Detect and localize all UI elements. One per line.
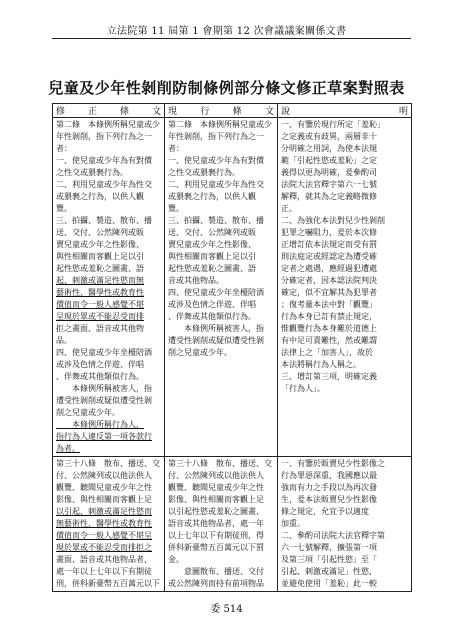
comparison-table xyxy=(52,103,412,592)
text-line: 第三十八條 散布、播送、交 xyxy=(56,459,160,468)
text-line: 、伴舞或其他類似行為。 xyxy=(168,312,256,321)
header-divider xyxy=(52,38,411,39)
text-line: 一、有鑒於現行所定「羞恥」 xyxy=(281,120,385,129)
text-line: ；復考量本法中對「觀覽」 xyxy=(281,300,377,309)
text-line: 覽。 xyxy=(56,204,72,213)
column-header-char: 正 xyxy=(87,107,97,117)
text-line: 起性慾或羞恥之圖畫、語 xyxy=(168,264,256,273)
column-header-char: 行 xyxy=(200,107,210,117)
text-line: 正增訂依本法規定而受有罰 xyxy=(281,240,377,249)
column-header-char: 說 xyxy=(281,107,291,117)
text-line: 語音或其他物品者，處一年 xyxy=(168,519,264,528)
column-header-char: 條 xyxy=(232,107,242,117)
text-line: 本條例所稱被害人，指 xyxy=(56,384,152,393)
text-line: 者： xyxy=(168,144,184,153)
text-line: 現於眾或不能忍受而排拒之 xyxy=(56,543,152,552)
page-number: 委 514 xyxy=(210,604,243,615)
text-line: 年性剝削，指下列行為之一 xyxy=(56,132,152,141)
text-line: 以引起、刺激或滿足性慾而 xyxy=(56,507,152,516)
text-line: 或公然陳列而持有前項物品 xyxy=(168,579,264,588)
text-line: 範「引起性慾或羞恥」之定 xyxy=(281,156,377,165)
text-line: 犯罪之嚇阻力，爰於本次修 xyxy=(281,228,377,237)
text-line: 覽。 xyxy=(168,204,184,213)
text-line: 、伴舞或其他類似行為。 xyxy=(56,372,144,381)
text-line: 指行為人違反第一項各款行 xyxy=(56,432,152,441)
text-line: 遭受性剝削或疑似遭受性剝 xyxy=(168,336,264,345)
text-line: 送、交付、公然陳列或販 xyxy=(168,228,256,237)
text-line: 或猥褻之行為，以供人觀 xyxy=(168,192,256,201)
text-line: 影像、與性相關而客觀上足 xyxy=(56,495,152,504)
table-header-row xyxy=(53,104,412,118)
text-line: 與性相關而客觀上足以引 xyxy=(56,252,144,261)
text-line: 解釋，就其為之定義略微修 xyxy=(281,192,377,201)
text-line: 或涉及色情之伴遊、伴唱 xyxy=(168,300,256,309)
text-line: 一、使兒童或少年為有對價 xyxy=(168,156,264,165)
column-header-char: 明 xyxy=(398,107,408,117)
text-line: 本條例所稱被害人，指 xyxy=(168,324,264,333)
text-line: 削之兒童或少年。 xyxy=(56,408,120,417)
text-line: 年性剝削，指下列行為之一 xyxy=(168,132,264,141)
text-line: 影像、與性相關而客觀上足 xyxy=(168,495,264,504)
text-line: 引起、刺激或滿足」性慾， xyxy=(281,567,377,576)
text-line: 生，爰本法販賣兒少性影像 xyxy=(281,495,377,504)
text-line: 付、公然陳列或以他法供人 xyxy=(168,471,264,480)
text-line: 價值而令一般人感覺不堪 xyxy=(56,300,144,309)
text-line: 六一七號解釋，擴張第一項 xyxy=(281,543,377,552)
text-line: 義得以更為明確，爰參酌司 xyxy=(281,168,377,177)
text-line: 二、為強化本法對兒少性剝削 xyxy=(281,216,385,225)
text-line: 加重。 xyxy=(281,519,305,528)
column-header-char: 文 xyxy=(264,107,274,117)
text-line: 併科新臺幣五百萬元以下罰 xyxy=(168,543,264,552)
text-line: 正。 xyxy=(281,204,297,213)
text-line: 確定，似不宜解其為犯罪者 xyxy=(281,288,377,297)
text-line: 第三十八條 散布、播送、交 xyxy=(168,459,272,468)
amended-cell xyxy=(53,118,165,457)
text-line: 意圖散布、播送、交付 xyxy=(168,567,264,576)
column-header-current xyxy=(165,104,278,118)
text-line: 品。 xyxy=(56,336,72,345)
text-line: 呈現於眾或不能忍受而排 xyxy=(56,312,144,321)
text-line: 處一年以上七年以下有期徒 xyxy=(56,567,152,576)
text-line: 有中足可責難性，然或難謂 xyxy=(281,336,377,345)
text-line: 並避免使用「羞恥」此一較 xyxy=(281,579,377,588)
column-header-note xyxy=(278,104,412,118)
text-line: 賣兒童或少年之性影像、 xyxy=(56,240,144,249)
text-line: 價值而令一般人感覺不堪呈 xyxy=(56,531,152,540)
text-line: 及第三項「引起性慾」至「 xyxy=(281,555,377,564)
text-line: 則法庭定或經認定為遭受確 xyxy=(281,252,377,261)
amended-cell xyxy=(53,457,165,592)
text-line: 分明確之用詞，為使本法規 xyxy=(281,144,377,153)
page-title: 兒童及少年性剝削防制條例部分條文修正草案對照表 xyxy=(48,79,405,97)
text-line: 條之規定，允宜予以適度 xyxy=(281,507,369,516)
text-line: 強而有力之手段以為再次發 xyxy=(281,483,377,492)
text-line: 「行為人」。 xyxy=(281,384,325,393)
column-header-char: 文 xyxy=(151,107,161,117)
text-line: 拒之畫面、語音或其他物 xyxy=(56,324,144,333)
text-line: 之性交或猥褻行為。 xyxy=(168,168,240,177)
text-line: 無藝術性、醫學性或教育性 xyxy=(56,519,152,528)
column-header-amended xyxy=(53,104,165,118)
text-line: 二、利用兒童或少年為性交 xyxy=(56,180,152,189)
text-line: 法院大法官釋字第六一七號 xyxy=(281,180,377,189)
text-line: 遭受性剝削或疑似遭受性剝 xyxy=(56,396,152,405)
text-line: 三、拍攝、製造、散布、播 xyxy=(168,216,264,225)
column-header-char: 現 xyxy=(168,107,178,117)
text-line: 一、使兒童或少年為有對價 xyxy=(56,156,152,165)
text-line: 與性相關而客觀上足以引 xyxy=(168,252,256,261)
text-line: 之性交或猥褻行為。 xyxy=(56,168,128,177)
text-line: 削之兒童或少年。 xyxy=(168,348,232,357)
text-line: 之定義或有歧異，兩層非十 xyxy=(281,132,377,141)
column-header-char: 條 xyxy=(119,107,129,117)
text-line: 分確定者，因本認法院判決 xyxy=(281,276,377,285)
note-cell xyxy=(278,457,412,592)
text-line: 金。 xyxy=(168,555,184,564)
text-line: 本條例所稱行為人， xyxy=(56,420,144,429)
text-line: 或猥褻之行為，以供人觀 xyxy=(56,192,144,201)
text-line: 付、公然陳列或以他法供人 xyxy=(56,471,152,480)
text-line: 為者。 xyxy=(56,444,80,453)
text-line: 音或其他物品。 xyxy=(168,276,224,285)
text-line: 本法將稱行為人稱之。 xyxy=(281,360,361,369)
text-line: 者： xyxy=(56,144,72,153)
text-line: 第二條 本條例所稱兒童或少 xyxy=(56,120,160,129)
text-line: 惟觀覽行為本身難於道德上 xyxy=(281,324,377,333)
text-line: 第二條 本條例所稱兒童或少 xyxy=(168,120,272,129)
document-header: 立法院第 11 屆第 1 會期第 12 次會議議案關係文書 xyxy=(106,26,347,37)
text-line: 觀覽、聽聞兒童或少年之性 xyxy=(56,483,152,492)
text-line: 一、有鑒於販賣兒少性影像之 xyxy=(281,459,385,468)
column-header-char: 修 xyxy=(56,107,66,117)
text-line: 二、參酌司法院大法官釋字第 xyxy=(281,531,385,540)
table-row-article-38 xyxy=(53,457,412,592)
text-line: 定者之處遇，應經過犯遭處 xyxy=(281,264,377,273)
text-line: 送、交付、公然陳列或販 xyxy=(56,228,144,237)
text-line: 行為本身已訂有禁止規定， xyxy=(281,312,377,321)
text-line: 法律上之「加害人」，故於 xyxy=(281,348,373,357)
text-line: 四、使兒童或少年坐檯陪酒 xyxy=(56,348,152,357)
text-line: 觀覽、聽聞兒童或少年之性 xyxy=(168,483,264,492)
text-line: 三、拍攝、製造、散布、播 xyxy=(56,216,152,225)
text-line: 以上七年以下有期徒刑，得 xyxy=(168,531,264,540)
text-line: 四、使兒童或少年坐檯陪酒 xyxy=(168,288,264,297)
text-line: 賣兒童或少年之性影像、 xyxy=(168,240,256,249)
text-line: 或涉及色情之伴遊、伴唱 xyxy=(56,360,144,369)
text-line: 行為罪惡深重，我國應以最 xyxy=(281,471,377,480)
text-line: 三、增訂第三項，明確定義 xyxy=(281,372,377,381)
text-line: 刑，併科新臺幣五百萬元以下 xyxy=(56,579,160,588)
text-line: 藝術性、醫學性或教育性 xyxy=(56,288,144,297)
text-line: 以引起性慾或羞恥之圖畫、 xyxy=(168,507,264,516)
current-cell xyxy=(165,118,278,457)
table-row-article-2 xyxy=(53,118,412,457)
current-cell xyxy=(165,457,278,592)
text-line: 起、刺激或滿足性慾而無 xyxy=(56,276,144,285)
text-line: 起性慾或羞恥之圖畫、語 xyxy=(56,264,144,273)
note-cell xyxy=(278,118,412,457)
text-line: 畫面、語音或其他物品者， xyxy=(56,555,152,564)
text-line: 二、利用兒童或少年為性交 xyxy=(168,180,264,189)
